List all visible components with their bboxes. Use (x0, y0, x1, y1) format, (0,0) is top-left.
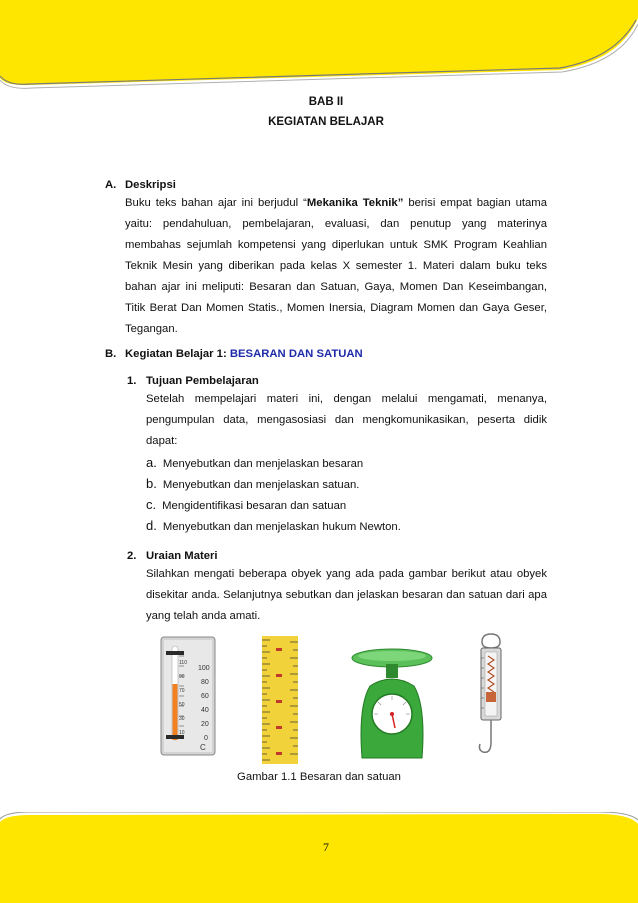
section-b-marker: B. (105, 348, 117, 360)
chapter-number: BAB II (308, 96, 344, 108)
chapter-title: KEGIATAN BELAJAR (268, 116, 384, 128)
ruler-icon (262, 636, 298, 764)
list-item-marker: c. (146, 497, 157, 512)
section-b-topic: BESARAN DAN SATUAN (229, 348, 363, 360)
thermo-left-label: 70 (179, 688, 185, 694)
top-banner (0, 0, 638, 90)
thermo-right-label: 80 (201, 679, 209, 686)
thermo-right-label: 20 (201, 721, 209, 728)
list-item (146, 455, 363, 470)
list-item-text: Menyebutkan dan menjelaskan hukum Newton. (162, 521, 401, 533)
section-a-heading: Deskripsi (125, 179, 176, 191)
uraian-heading: Uraian Materi (146, 550, 218, 562)
list-item-marker: a. (146, 455, 157, 470)
section-b-heading-label: Kegiatan Belajar 1: (125, 348, 230, 360)
list-item-text: Mengidentifikasi besaran dan satuan (162, 500, 347, 512)
tujuan-heading: Tujuan Pembelajaran (146, 375, 259, 387)
description-rest: berisi empat bagian utama yaitu: pendahuluan, pembelajaran, evaluasi, dan penutup yang materinya membahas sejumlah kompetensi yang diperlukan untuk SMK Program Keahlian Teknik Mesin yang diberikan pada kelas X semester 1. Materi dalam buku teks bahan ajar ini meliputi: Besaran dan Satuan, Gaya, Momen Dan Keseimbangan, Titik Berat Dan Momen Statis., Momen Inersia, Diagram Momen dan Gaya Geser, Tegangan. (125, 197, 547, 335)
page-number: 7 (323, 840, 329, 854)
thermo-left-label: 30 (179, 716, 185, 722)
thermo-unit: C (200, 743, 206, 752)
uraian-text: Silahkan mengati beberapa obyek yang ada pada gambar berikut atau obyek disekitar anda. Selanjutnya sebutkan dan jelaskan besaran dan satuan dari apa yang telah anda amati. (146, 568, 547, 622)
bottom-banner (0, 812, 638, 903)
uraian-marker: 2. (127, 550, 137, 562)
section-b-heading (125, 348, 363, 360)
thermo-left-label: 10 (179, 730, 185, 736)
figure-caption: Gambar 1.1 Besaran dan satuan (237, 771, 401, 783)
thermo-right-label: 60 (201, 693, 209, 700)
thermo-left-label: 50 (179, 702, 185, 708)
section-a-marker: A. (105, 179, 117, 191)
list-item-marker: b. (146, 476, 157, 491)
book-title: Mekanika Teknik” (306, 197, 404, 209)
thermometer-icon (160, 636, 216, 756)
list-item-marker: d. (146, 518, 157, 533)
list-item-text: Menyebutkan dan menjelaskan besaran (162, 458, 364, 470)
description-intro: Buku teks bahan ajar ini berjudul “ (125, 197, 307, 209)
thermo-right-label: 0 (204, 735, 208, 742)
tujuan-text: Setelah mempelajari materi ini, dengan melalui mengamati, menanya, pengumpulan data, mengasosiasi dan mengkomunikasikan, peserta didik dapat: (146, 393, 547, 447)
list-item (146, 518, 401, 533)
thermo-left-label: 110 (179, 660, 187, 666)
list-item-text: Menyebutkan dan menjelaskan satuan. (162, 479, 360, 491)
thermo-left-label: 90 (179, 674, 185, 680)
spring-balance-icon (466, 632, 516, 764)
list-item (146, 476, 359, 491)
thermo-right-label: 40 (201, 707, 209, 714)
thermo-right-label: 100 (198, 665, 210, 672)
tujuan-marker: 1. (127, 375, 137, 387)
section-a-description (125, 193, 547, 340)
kitchen-scale-icon (348, 646, 436, 764)
list-item (146, 497, 346, 512)
